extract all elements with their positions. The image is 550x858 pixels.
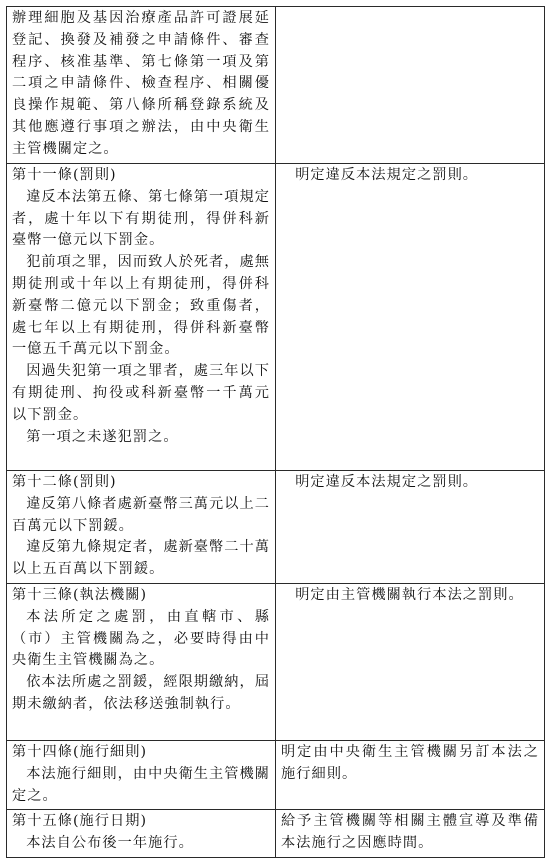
article-title: 第十四條(施行細則)	[12, 743, 148, 760]
article-cell	[7, 740, 276, 809]
explanation-text: 明定由主管機關執行本法之罰則。	[295, 586, 524, 603]
article-cell	[7, 7, 276, 164]
table-row	[7, 740, 545, 809]
explanation-cell	[276, 471, 545, 584]
table-row	[7, 471, 545, 584]
article-paragraph: 違反第八條者處新臺幣三萬元以上二百萬元以下罰鍰。	[12, 495, 270, 534]
explanation-text: 明定違反本法規定之罰則。	[295, 474, 479, 490]
article-paragraph: 本法自公布後一年施行。	[26, 835, 194, 852]
watermark-icon	[482, 823, 542, 843]
article-title: 第十五條(施行日期)	[12, 813, 148, 830]
article-paragraph: 犯前項之罪，因而致人於死者，處無期徒刑或十年以上有期徒刑，得併科新臺幣二億元以下罰金；致重傷者，處七年以上有期徒刑，得併科新臺幣一億五千萬元以下罰金。	[12, 254, 270, 358]
article-paragraph: 依本法所處之罰鍰，經限期繳納，屆期未繳納者，依法移送強制執行。	[12, 674, 270, 712]
explanation-cell	[276, 164, 545, 471]
explanation-cell	[276, 740, 545, 809]
article-title: 第十一條(罰則)	[12, 167, 117, 183]
explanation-text: 給予主管機關等相關主體宣導及準備本法施行之因應時間。	[281, 813, 539, 852]
table-row	[7, 810, 545, 858]
explanation-cell	[276, 7, 545, 164]
article-paragraph: 本法所定之處罰，由直轄市、縣（市）主管機關為之，必要時得由中央衛生主管機關為之。	[12, 608, 270, 669]
article-title: 第十三條(執法機關)	[12, 586, 148, 603]
table-row	[7, 164, 545, 471]
article-paragraph: 違反本法第五條、第七條第一項規定者，處十年以下有期徒刑，得併科新臺幣一億元以下罰金。	[12, 188, 270, 249]
article-paragraph: 辦理細胞及基因治療產品許可證展延登記、換發及補發之申請條件、審查程序、核准基準、第七條第一項及第二項之申請條件、檢查程序、相關優良操作規範、第八條所稱登錄系統及其他應遵行事項之辦法，由中央衛生主管機關定之。	[12, 10, 270, 157]
article-paragraph: 本法施行細則，由中央衛生主管機關定之。	[12, 765, 270, 804]
table-row	[7, 7, 545, 164]
article-cell	[7, 164, 276, 471]
explanation-text: 明定由中央衛生主管機關另訂本法之施行細則。	[281, 743, 539, 782]
article-paragraph: 違反第九條規定者，處新臺幣二十萬以上五百萬以下罰鍰。	[12, 539, 270, 578]
article-paragraph: 因過失犯第一項之罪者，處三年以下有期徒刑、拘役或科新臺幣一千萬元以下罰金。	[12, 363, 270, 423]
article-paragraph: 第一項之未遂犯罰之。	[26, 428, 179, 445]
article-cell	[7, 471, 276, 584]
explanation-text: 明定違反本法規定之罰則。	[295, 167, 479, 183]
table-row	[7, 583, 545, 740]
article-title: 第十二條(罰則)	[12, 474, 117, 490]
article-cell	[7, 810, 276, 858]
explanation-cell	[276, 583, 545, 740]
article-cell	[7, 583, 276, 740]
law-comparison-table	[6, 6, 545, 858]
